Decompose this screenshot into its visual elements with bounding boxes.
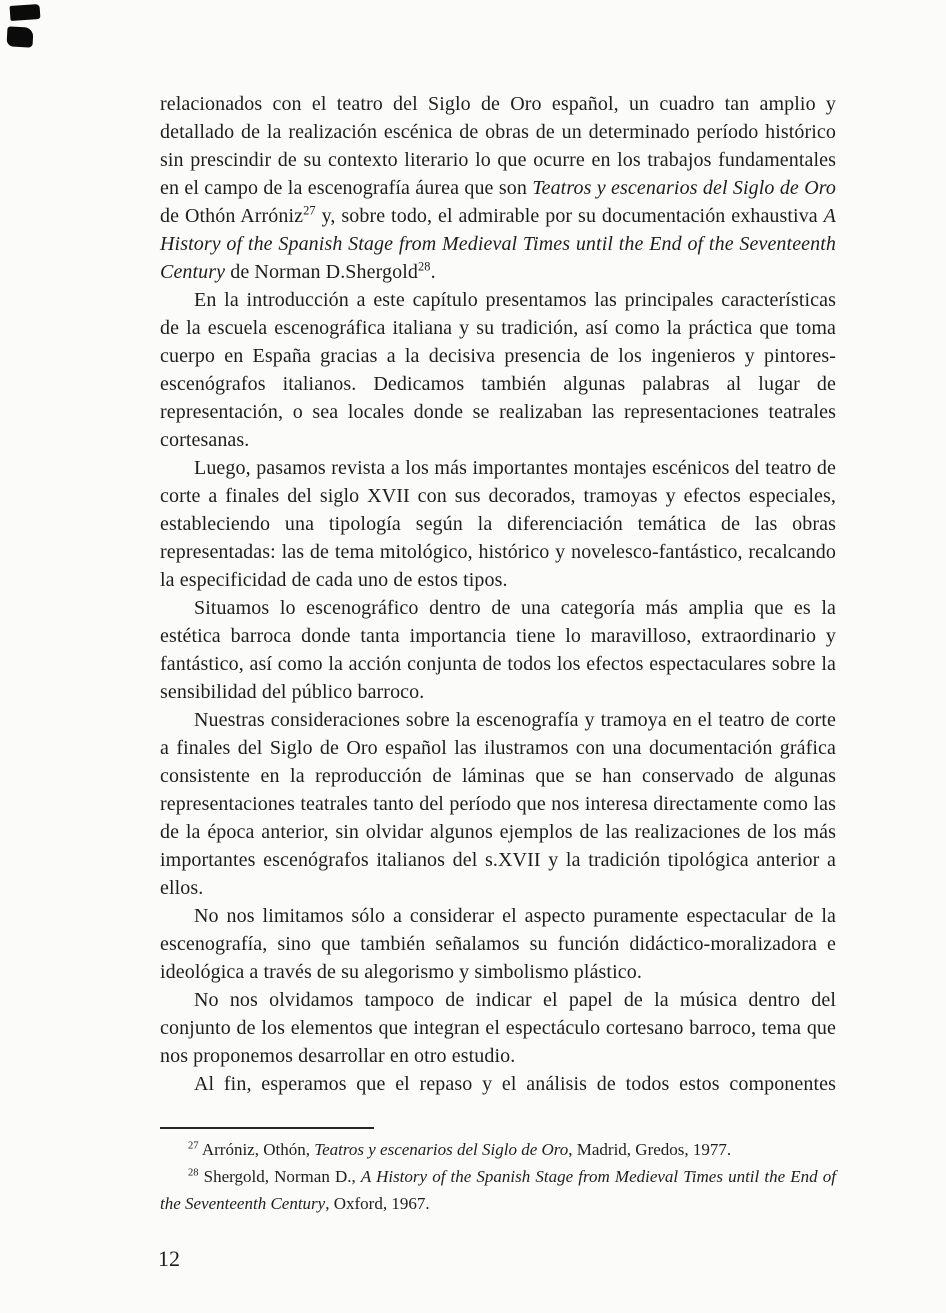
paragraph: relacionados con el teatro del Siglo de Oro español, un cuadro tan amplio y detallado de la realización escénica de obras de un determinado período histórico sin prescindir de su contexto literario lo que ocurre en los trabajos fundamentales en el campo de la escenografía áurea que son Teatros y escenarios del Siglo de Oro de Othón Arróniz$^{27}$ y, sobre todo, el admirable por su documentación exhaustiva A History of the Spanish Stage from Medieval Times until the End of the Seventeenth Century de Norman D.Shergold$^{28}$. (160, 93, 836, 283)
paragraph: Situamos lo escenográfico dentro de una categoría más amplia que es la estética barroca donde tanta importancia tiene lo maravilloso, extraordinario y fantástico, así como la acción conjunta de todos los efectos espectaculares sobre la sensibilidad del público barroco. (160, 597, 836, 703)
paragraph: Luego, pasamos revista a los más importantes montajes escénicos del teatro de corte a finales del siglo XVII con sus decorados, tramoyas y efectos especiales, estableciendo una tipología según la diferenciación temática de las obras representadas: las de tema mitológico, histórico y novelesco-fantástico, recalcando la especificidad de cada uno de estos tipos. (160, 457, 836, 591)
scan-artifact-icon (10, 4, 41, 21)
footnote: $^{28}$ Shergold, Norman D., A History of the Spanish Stage from Medieval Times until the End of the Seventeenth Century, Oxford, 1967. (160, 1167, 836, 1213)
page-number: 12 (158, 1246, 180, 1271)
footnote-marker: 28 (188, 1167, 199, 1179)
footnote-marker: 27 (188, 1140, 199, 1152)
scan-artifact-icon (6, 26, 33, 47)
paragraph: Al fin, esperamos que el repaso y el análisis de todos estos componentes (194, 1073, 836, 1095)
paragraph: No nos limitamos sólo a considerar el aspecto puramente espectacular de la escenografía, sino que también señalamos su función didáctico-moralizadora e ideológica a través de su alegorismo y simbolismo plástico. (160, 905, 836, 983)
paragraph: Nuestras consideraciones sobre la escenografía y tramoya en el teatro de corte a finales del Siglo de Oro español las ilustramos con una documentación gráfica consistente en la reproducción de láminas que se han conservado de algunas representaciones teatrales tanto del período que nos interesa directamente como las de la época anterior, sin olvidar algunos ejemplos de las realizaciones de los más importantes escenógrafos italianos del s.XVII y la tradición tipológica anterior a ellos. (160, 709, 836, 899)
footnote-separator (160, 1127, 374, 1129)
body-text (160, 90, 836, 1098)
footnote: $^{27}$ Arróniz, Othón, Teatros y escenarios del Siglo de Oro, Madrid, Gredos, 1977. (188, 1140, 732, 1159)
footnotes (160, 1136, 836, 1217)
paragraph: No nos olvidamos tampoco de indicar el papel de la música dentro del conjunto de los elementos que integran el espectáculo cortesano barroco, tema que nos proponemos desarrollar en otro estudio. (160, 989, 836, 1067)
paragraph: En la introducción a este capítulo presentamos las principales características de la escuela escenográfica italiana y su tradición, así como la práctica que toma cuerpo en España gracias a la decisiva presencia de los ingenieros y pintores-escenógrafos italianos. Dedicamos también algunas palabras al lugar de representación, o sea locales donde se realizaban las representaciones teatrales cortesanas. (160, 289, 836, 451)
